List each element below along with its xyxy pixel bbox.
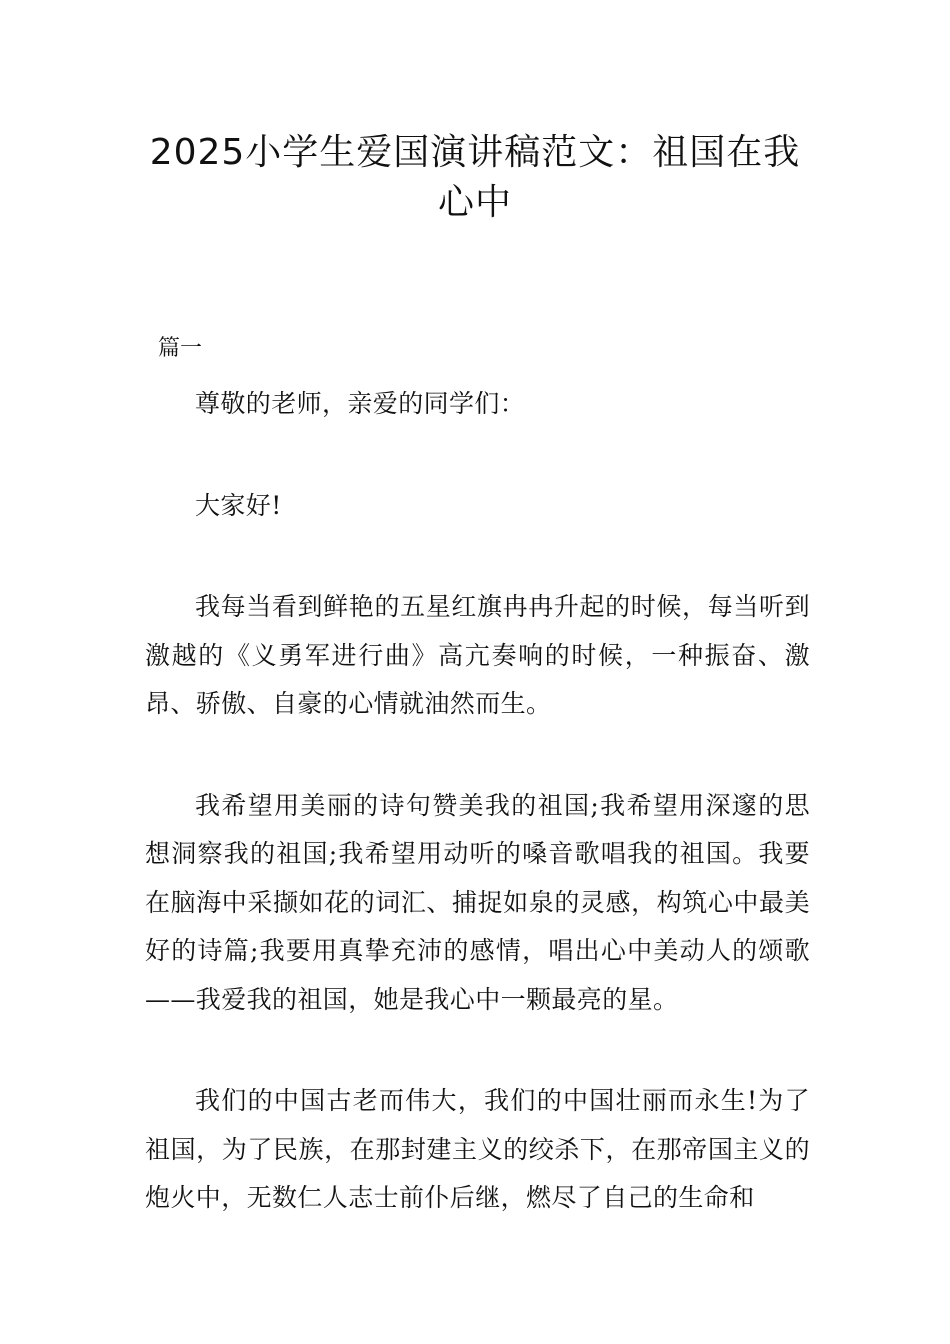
paragraph-flag: 我每当看到鲜艳的五星红旗冉冉升起的时候，每当听到激越的《义勇军进行曲》高亢奏响的时候，一种振奋、激昂、骄傲、自豪的心情就油然而生。: [145, 592, 810, 718]
document-body: [145, 380, 810, 1276]
paragraph-history: 我们的中国古老而伟大，我们的中国壮丽而永生!为了祖国，为了民族，在那封建主义的绞杀下，在那帝国主义的炮火中，无数仁人志士前仆后继，燃尽了自己的生命和: [145, 1086, 810, 1212]
paragraph-praise: 我希望用美丽的诗句赞美我的祖国;我希望用深邃的思想洞察我的祖国;我希望用动听的嗓音歌唱我的祖国。我要在脑海中采撷如花的词汇、捕捉如泉的灵感，构筑心中最美好的诗篇;我要用真挚充沛的感情，唱出心中美动人的颂歌——我爱我的祖国，她是我心中一颗最亮的星。: [145, 790, 810, 1014]
document-title: 2025小学生爱国演讲稿范文：祖国在我心中: [149, 132, 801, 223]
paragraph-salutation: 尊敬的老师，亲爱的同学们：: [195, 389, 526, 418]
paragraph-greeting: 大家好!: [195, 490, 282, 520]
section-label: 篇一: [158, 336, 203, 361]
